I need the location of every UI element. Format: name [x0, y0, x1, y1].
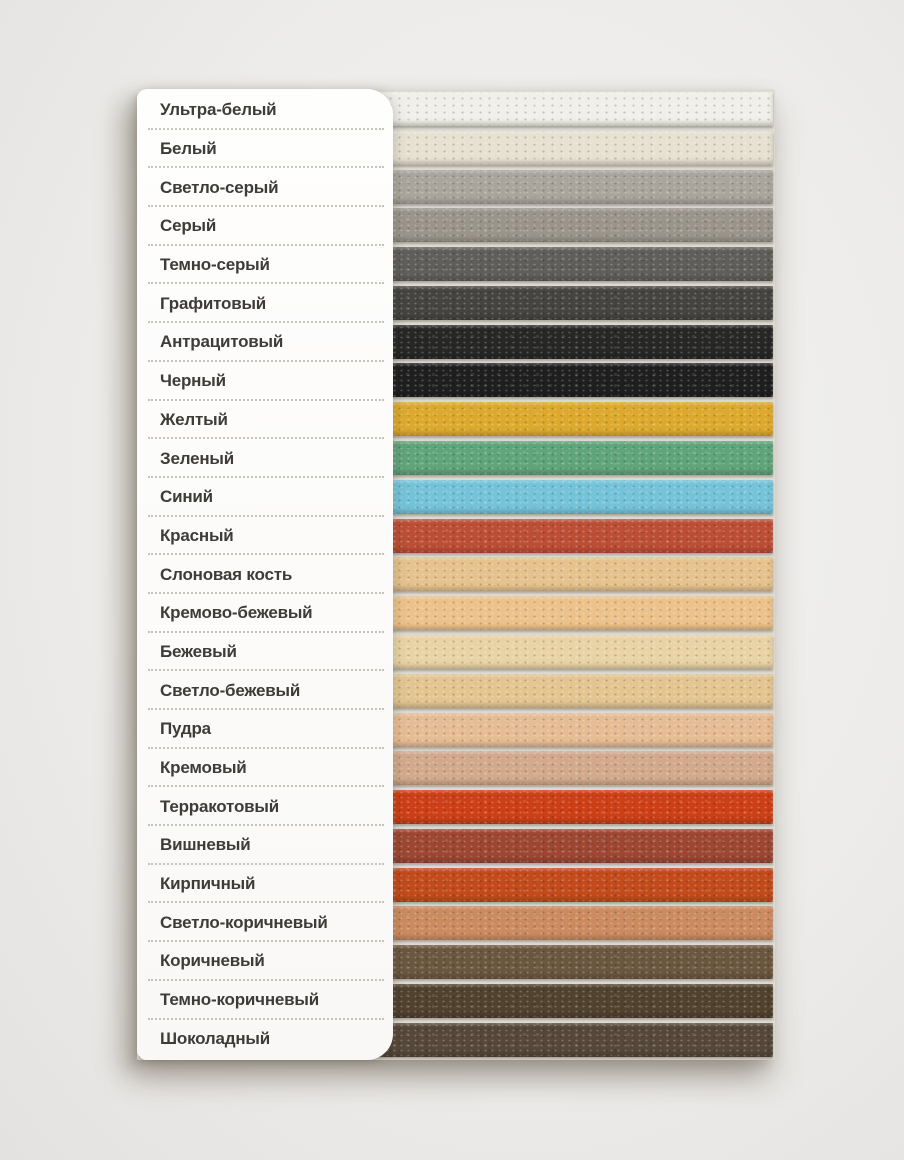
color-name-label: Шоколадный [160, 1028, 270, 1048]
color-name-label: Синий [160, 487, 213, 507]
color-label-row [137, 246, 393, 285]
color-label-row [137, 1020, 393, 1059]
color-label-row [137, 362, 393, 401]
color-name-label: Темно-серый [160, 255, 270, 275]
color-label-row [137, 787, 393, 826]
color-name-label: Антрацитовый [160, 332, 284, 352]
color-label-row [137, 478, 393, 517]
color-label-row [137, 749, 393, 788]
color-label-row [137, 981, 393, 1020]
color-name-label: Кремово-бежевый [160, 603, 313, 623]
color-label-row [137, 826, 393, 865]
color-name-label: Красный [160, 525, 234, 545]
color-name-label: Зеленый [160, 448, 234, 468]
color-name-label: Светло-серый [160, 177, 279, 197]
color-name-label: Темно-коричневый [160, 990, 319, 1010]
color-name-label: Слоновая кость [160, 564, 293, 584]
color-name-label: Вишневый [160, 835, 251, 855]
color-label-panel [137, 89, 393, 1060]
color-label-row [137, 671, 393, 710]
color-name-label: Ультра-белый [160, 100, 277, 120]
color-name-label: Светло-коричневый [160, 912, 328, 932]
color-name-label: Пудра [160, 719, 211, 739]
color-label-row [137, 284, 393, 323]
color-label-row [137, 439, 393, 478]
color-label-row [137, 517, 393, 556]
color-label-row [137, 633, 393, 672]
color-label-row [137, 594, 393, 633]
color-name-label: Бежевый [160, 641, 237, 661]
color-name-label: Кремовый [160, 758, 247, 778]
color-name-label: Коричневый [160, 951, 265, 971]
color-name-label: Светло-бежевый [160, 680, 301, 700]
color-label-row [137, 130, 393, 169]
color-label-row [137, 401, 393, 440]
color-label-row [137, 168, 393, 207]
color-label-row [137, 903, 393, 942]
color-label-row [137, 710, 393, 749]
color-name-label: Графитовый [160, 293, 267, 313]
color-label-row [137, 207, 393, 246]
color-name-label: Черный [160, 371, 226, 391]
color-label-row [137, 555, 393, 594]
color-name-label: Белый [160, 139, 217, 159]
color-label-row [137, 865, 393, 904]
color-name-label: Серый [160, 216, 217, 236]
color-name-label: Желтый [160, 409, 228, 429]
color-name-label: Кирпичный [160, 874, 256, 894]
color-label-row [137, 323, 393, 362]
color-name-label: Терракотовый [160, 796, 279, 816]
color-label-row [137, 942, 393, 981]
color-label-row [137, 91, 393, 130]
